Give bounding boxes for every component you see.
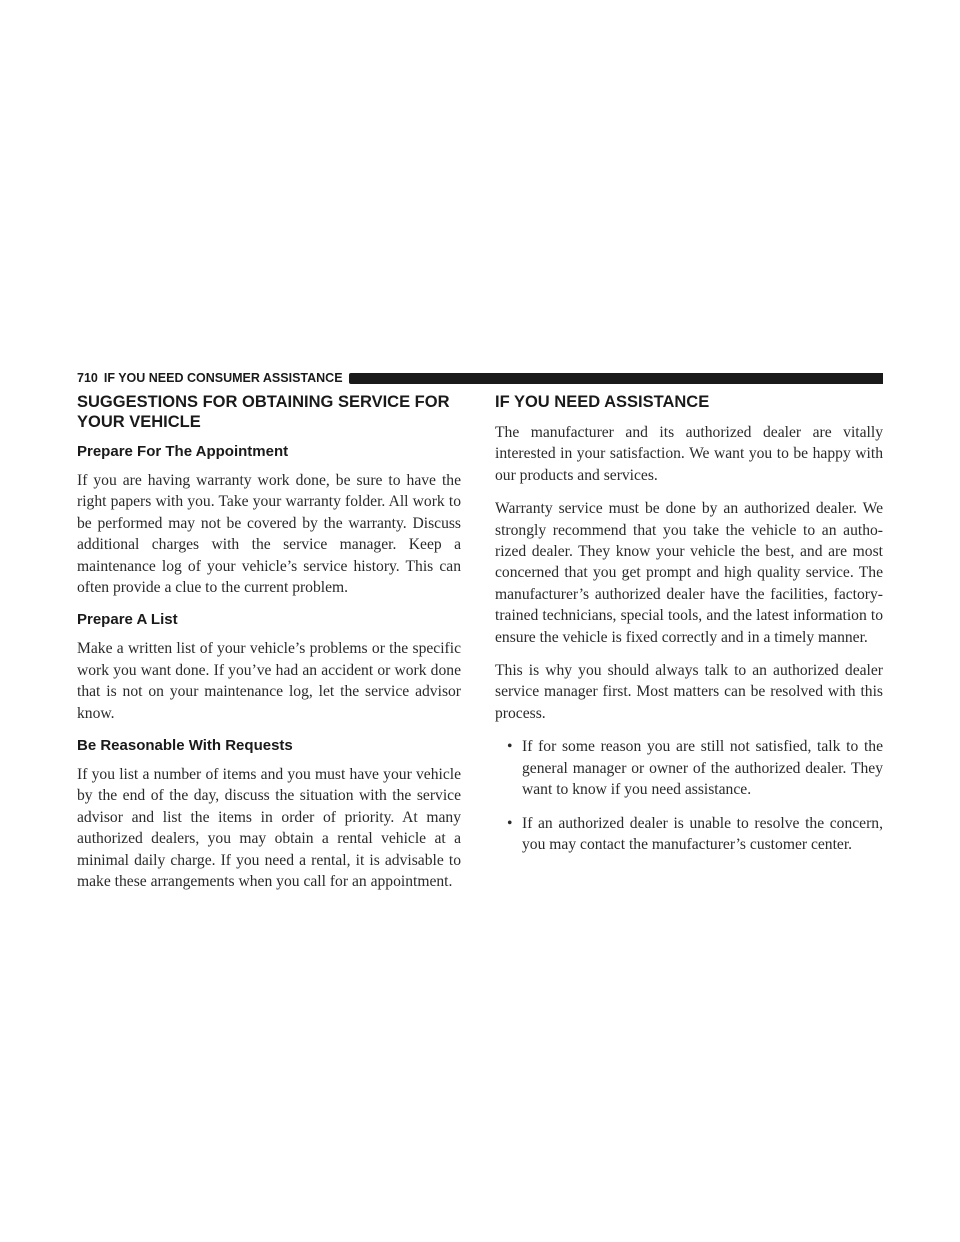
page-number: 710 — [77, 371, 98, 385]
running-header — [77, 371, 883, 385]
list-item-text: If an authorized dealer is unable to resolve the concern, you may contact the manufacturer’s customer center. — [522, 814, 883, 853]
bullet-icon: • — [507, 738, 513, 756]
left-column — [77, 392, 461, 905]
header-rule — [349, 373, 883, 384]
subheading-reasonable-requests: Be Reasonable With Requests — [77, 737, 293, 755]
paragraph-warranty-service: Warranty service must be done by an authorized dealer. We strongly recommend that you take the vehicle to an autho-rized dealer. They know your vehicle the best, and are most concerned that you get prompt and high quality service. The manufacturer’s authorized dealer have the facilities, factory-trained technicians, special tools, and the latest information to ensure the vehicle is fixed correctly and in a timely manner. — [495, 500, 883, 646]
list-item-text: If for some reason you are still not satisfied, talk to the general manager or owner of the authorized dealer. They want to know if you need assistance. — [522, 738, 883, 799]
paragraph-prepare-list: Make a written list of your vehicle’s problems or the specific work you want done. If you’ve had an accident or work done that is not on your maintenance log, let the service advisor know. — [77, 640, 461, 722]
heading-if-you-need-assistance: IF YOU NEED ASSISTANCE — [495, 393, 710, 411]
subheading-prepare-appointment: Prepare For The Appointment — [77, 443, 289, 460]
paragraph-reasonable-requests: If you list a number of items and you must have your vehicle by the end of the day, discuss the situation with the service advisor and list the items in order of priority. At many authorized dealers, you may obtain a rental vehicle at a minimal daily charge. If you need a rental, it is advisable to make these arrangements when you call for an appointment. — [77, 766, 461, 891]
paragraph-talk-to-dealer: This is why you should always talk to an authorized dealer service manager first. Most matters can be resolved with this process. — [495, 662, 883, 722]
list-item — [495, 813, 883, 856]
paragraph-prepare-appointment: If you are having warranty work done, be sure to have the right papers with you. Take your warranty folder. All work to be performed may not be covered by the warranty. Discuss additional charges with the service manager. Keep a maintenance log of your vehicle’s service history. This can often provide a clue to the current problem. — [77, 472, 461, 597]
bullet-icon: • — [507, 814, 513, 832]
subheading-prepare-list: Prepare A List — [77, 611, 178, 629]
assistance-list — [495, 736, 883, 855]
section-title: IF YOU NEED CONSUMER ASSISTANCE — [103, 371, 343, 385]
heading-service-suggestions: SUGGESTIONS FOR OBTAINING SERVICE FOR YOUR VEHICLE — [77, 393, 450, 431]
paragraph-satisfaction: The manufacturer and its authorized dealer are vitally interested in your satisfaction. We want you to be happy with our products and services. — [495, 424, 883, 484]
right-column — [495, 392, 883, 867]
list-item — [495, 736, 883, 800]
